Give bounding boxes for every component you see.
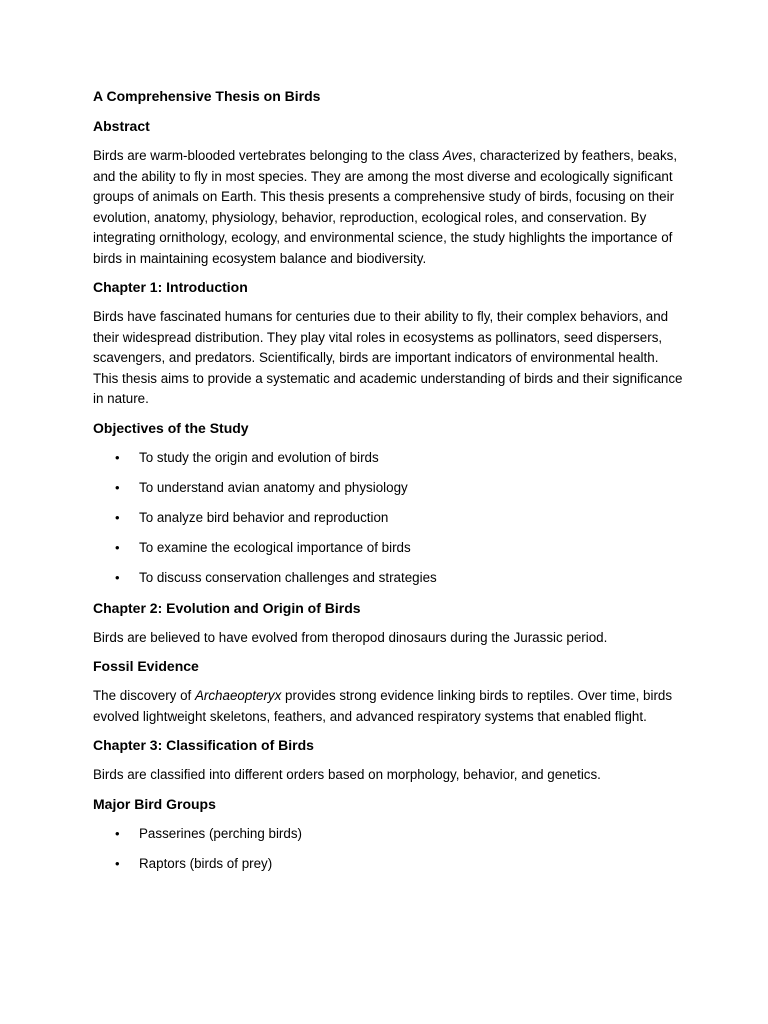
list-item	[93, 854, 683, 874]
fossil-evidence-heading: Fossil Evidence	[93, 658, 199, 674]
list-item-text: Passerines (perching birds)	[139, 825, 302, 841]
list-item	[93, 448, 683, 468]
chapter2-paragraph: Birds are believed to have evolved from theropod dinosaurs during the Jurassic period.	[93, 629, 608, 645]
bullet-icon: •	[115, 825, 120, 841]
bullet-icon: •	[115, 479, 120, 495]
chapter3-paragraph: Birds are classified into different orders based on morphology, behavior, and genetics.	[93, 767, 601, 782]
abstract-text-end: , characterized by feathers, beaks, and the ability to fly in most species. They are among the most diverse and ecologically significant groups of animals on Earth. This thesis presents a comprehensive study of birds, focusing on their evolution, anatomy, physiology, behavior, reproduction, ecological roles, and conservation. By integrating ornithology, ecology, and environmental science, the study highlights the importance of birds in maintaining ecosystem balance and biodiversity.	[93, 148, 678, 266]
major-groups-heading: Major Bird Groups	[93, 795, 216, 812]
fossil-evidence-paragraph	[93, 686, 683, 727]
list-item-text: To understand avian anatomy and physiology	[139, 479, 408, 495]
fossil-text-end: provides strong evidence linking birds to reptiles. Over time, birds evolved lightweight skeletons, feathers, and advanced respiratory systems that enabled flight.	[93, 688, 673, 724]
bullet-icon: •	[115, 449, 120, 465]
list-item	[93, 824, 683, 844]
abstract-paragraph	[93, 146, 683, 269]
bird-groups-list	[93, 824, 683, 874]
bullet-icon: •	[115, 569, 120, 585]
bullet-icon: •	[115, 539, 120, 555]
abstract-italic-term: Aves	[442, 148, 473, 163]
fossil-italic-term: Archaeopteryx	[194, 688, 282, 703]
list-item-text: To analyze bird behavior and reproduction	[139, 509, 389, 525]
objectives-heading: Objectives of the Study	[93, 419, 249, 436]
bullet-icon: •	[115, 855, 120, 871]
document-page	[93, 86, 683, 884]
list-item-text: To examine the ecological importance of birds	[139, 539, 411, 555]
list-item-text: Raptors (birds of prey)	[139, 855, 273, 871]
list-item	[93, 538, 683, 558]
list-item-text: To discuss conservation challenges and strategies	[139, 569, 437, 585]
chapter1-paragraph: Birds have fascinated humans for centuries due to their ability to fly, their complex behaviors, and their widespread distribution. They play vital roles in ecosystems as pollinators, seed dispersers, scavengers, and predators. Scientifically, birds are important indicators of environmental health. This thesis aims to provide a systematic and academic understanding of birds and their significance in nature.	[93, 309, 683, 406]
fossil-text-start: The discovery of	[93, 688, 195, 703]
list-item	[93, 568, 683, 588]
document-title: A Comprehensive Thesis on Birds	[93, 88, 321, 104]
abstract-heading: Abstract	[93, 118, 150, 134]
bullet-icon: •	[115, 509, 120, 525]
list-item	[93, 508, 683, 528]
objectives-list	[93, 448, 683, 588]
list-item	[93, 478, 683, 498]
chapter2-heading: Chapter 2: Evolution and Origin of Birds	[93, 599, 361, 616]
list-item-text: To study the origin and evolution of birds	[139, 449, 379, 465]
chapter1-heading: Chapter 1: Introduction	[93, 279, 248, 295]
chapter3-heading: Chapter 3: Classification of Birds	[93, 737, 314, 753]
abstract-text-start: Birds are warm-blooded vertebrates belonging to the class	[93, 148, 443, 163]
